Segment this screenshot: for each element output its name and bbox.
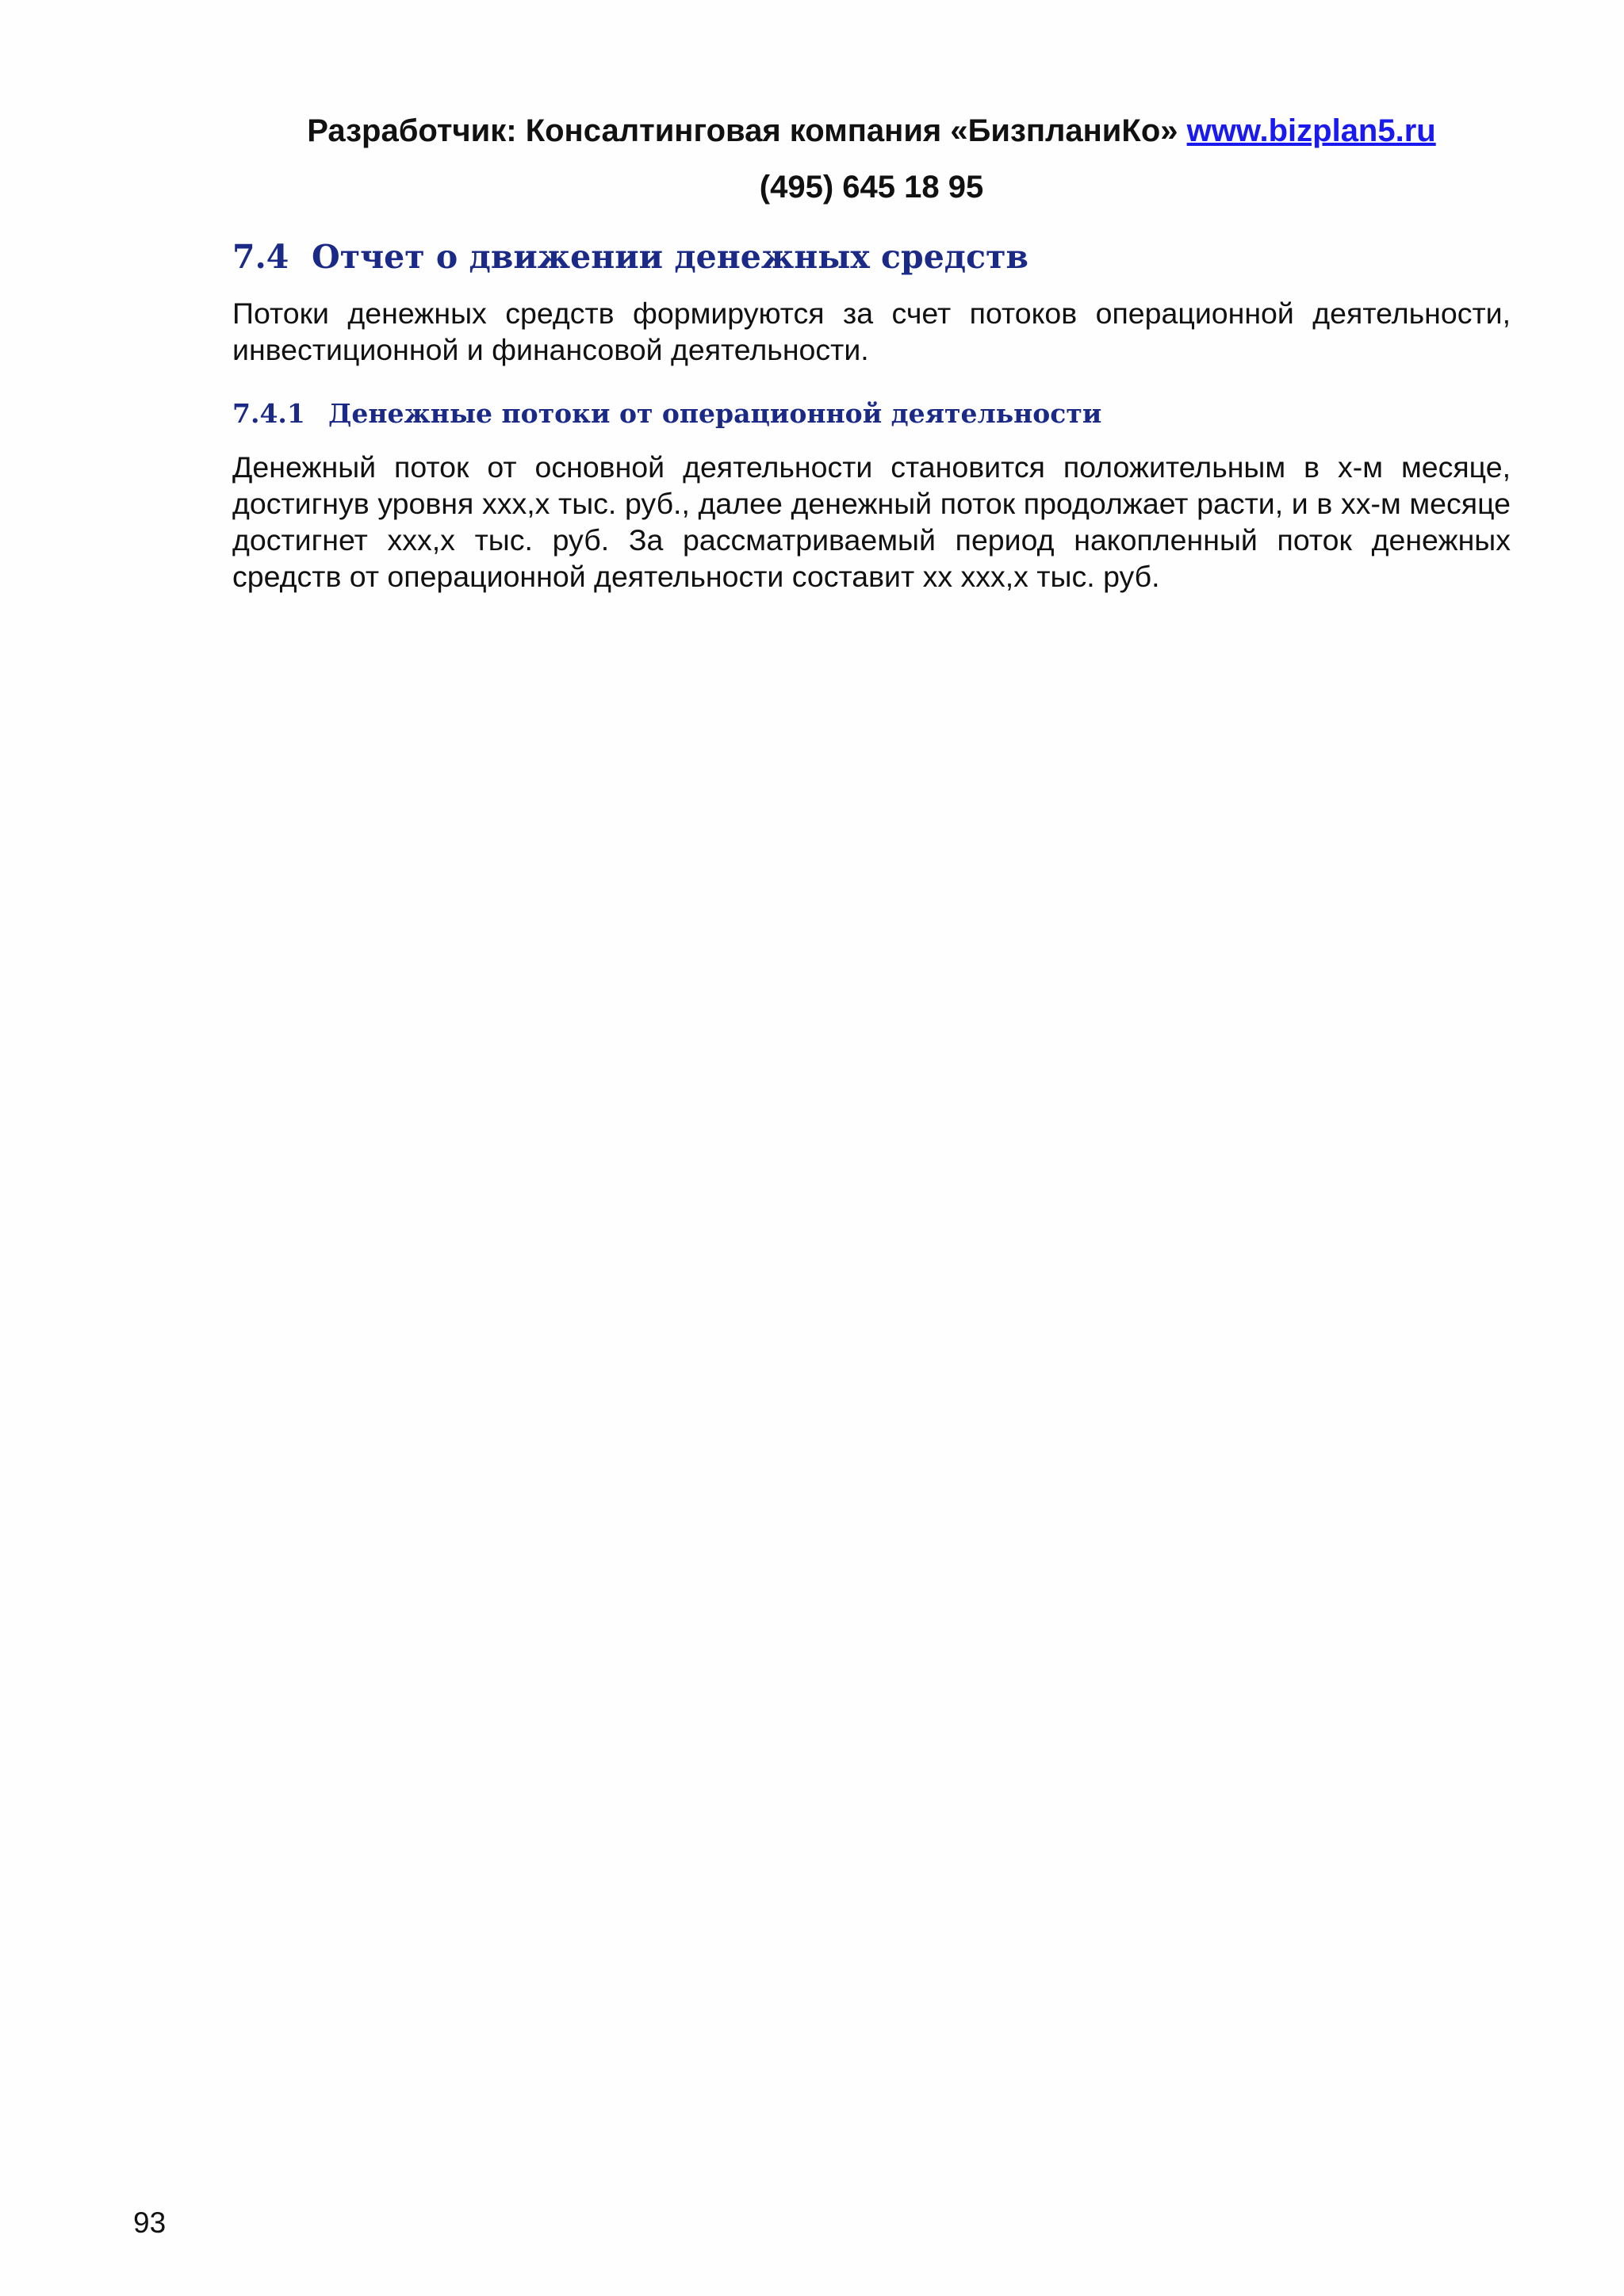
subsection-heading — [232, 394, 1101, 434]
header-developer-line — [0, 112, 1624, 150]
website-link[interactable]: www.bizplan5.ru — [1186, 113, 1436, 148]
developer-label: Разработчик: Консалтинговая компания «БизпланиКо» — [307, 113, 1178, 148]
section-number: 7.4 — [232, 238, 289, 276]
section-heading — [232, 233, 1028, 281]
header-phone: (495) 645 18 95 — [759, 170, 984, 205]
section-paragraph: Потоки денежных средств формируются за счет потоков операционной деятельности, инвестиционной и финансовой деятельности. — [232, 297, 1511, 366]
subsection-paragraph: Денежный поток от основной деятельности становится положительным в х-м месяце, достигнув уровня ххх,х тыс. руб., далее денежный поток продолжает расти, и в хх-м месяце достигнет ххх,х тыс. руб. За рассматриваемый период накопленный поток денежных средств от операционной деятельности составит хх ххх,х тыс. руб. — [232, 450, 1511, 593]
subsection-number: 7.4.1 — [232, 398, 305, 429]
section-title: Отчет о движении денежных средств — [312, 238, 1028, 276]
page-number: 93 — [133, 2206, 167, 2239]
subsection-title: Денежные потоки от операционной деятельности — [328, 398, 1102, 429]
